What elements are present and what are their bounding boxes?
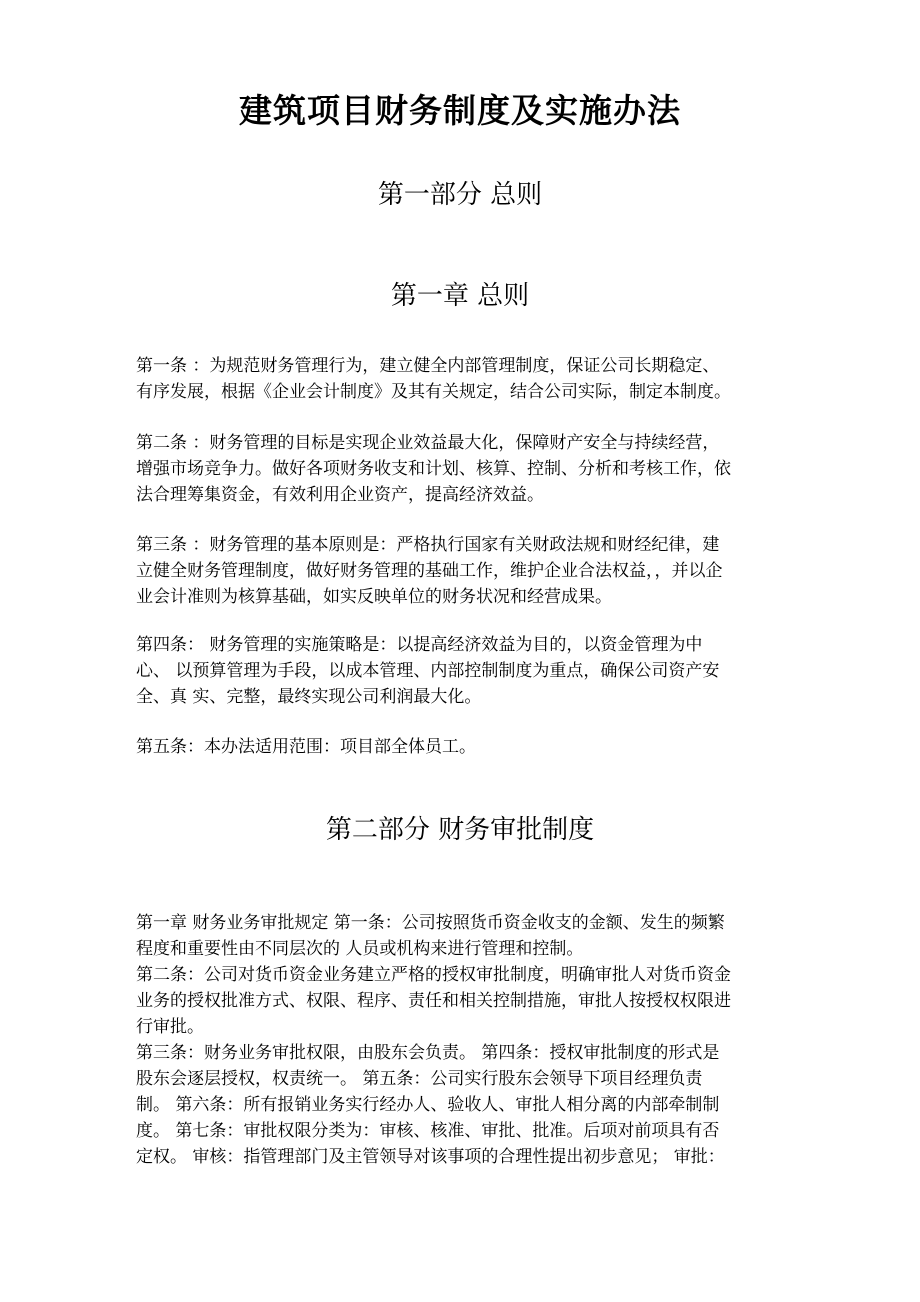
part2-line-8: 制。 第六条：所有报销业务实行经办人、验收人、审批人相分离的内部牵制制 xyxy=(136,1095,720,1115)
article-3-line-1: 第三条 ：财务管理的基本原则是：严格执行国家有关财政法规和财经纪律，建 xyxy=(136,535,720,555)
article-3 xyxy=(136,532,786,610)
article-4-line-1: 第四条： 财务管理的实施策略是：以提高经济效益为目的，以资金管理为中 xyxy=(136,635,703,655)
part2-line-2: 程度和重要性由不同层次的 人员或机构来进行管理和控制。 xyxy=(136,939,584,959)
article-3-line-3: 业会计准则为核算基础，如实反映单位的财务状况和经营成果。 xyxy=(136,587,612,607)
part2-line-6: 第三条：财务业务审批权限，由股东会负责。 第四条：授权审批制度的形式是 xyxy=(136,1043,720,1063)
part2-title: 第二部分 财务审批制度 xyxy=(325,815,595,845)
part2-line-9: 度。 第七条：审批权限分类为：审核、核准、审批、批准。后项对前项具有否 xyxy=(136,1121,720,1141)
part1-title: 第一部分 总则 xyxy=(377,180,543,210)
article-1-line-2: 有序发展，根据《企业会计制度》及其有关规定，结合公司实际，制定本制度。 xyxy=(136,382,731,402)
part2-body xyxy=(136,910,786,1170)
article-1-line-1: 第一条 ：为规范财务管理行为，建立健全内部管理制度，保证公司长期稳定、 xyxy=(136,356,720,376)
article-5 xyxy=(136,734,786,760)
article-4-line-2: 心、 以预算管理为手段，以成本管理、内部控制制度为重点，确保公司资产安 xyxy=(136,661,720,681)
part2-line-3: 第二条：公司对货币资金业务建立严格的授权审批制度，明确审批人对货币资金 xyxy=(136,965,731,985)
part2-line-7: 股东会逐层授权，权责统一。 第五条：公司实行股东会领导下项目经理负责 xyxy=(136,1069,703,1089)
article-5-line-1: 第五条：本办法适用范围：项目部全体员工。 xyxy=(136,737,476,757)
article-4-line-3: 全、真 实、完整，最终实现公司利润最大化。 xyxy=(136,687,482,707)
part2-line-10: 定权。 审核：指管理部门及主管领导对该事项的合理性提出初步意见； 审批： xyxy=(136,1147,725,1167)
article-2-line-2: 增强市场竞争力。做好各项财务收支和计划、核算、控制、分析和考核工作，依 xyxy=(136,459,731,479)
article-2-line-3: 法合理筹集资金，有效利用企业资产，提高经济效益。 xyxy=(136,485,544,505)
document-title: 建筑项目财务制度及实施办法 xyxy=(239,91,681,130)
part2-line-1: 第一章 财务业务审批规定 第一条：公司按照货币资金收支的金额、发生的频繁 xyxy=(136,913,725,933)
article-4 xyxy=(136,632,786,710)
article-3-line-2: 立健全财务管理制度，做好财务管理的基础工作，维护企业合法权益，，并以企 xyxy=(136,561,723,581)
article-2 xyxy=(136,430,786,508)
article-1 xyxy=(136,353,786,405)
part2-line-5: 行审批。 xyxy=(136,1017,204,1037)
article-2-line-1: 第二条 ：财务管理的目标是实现企业效益最大化，保障财产安全与持续经营， xyxy=(136,433,720,453)
part2-line-4: 业务的授权批准方式、权限、程序、责任和相关控制措施，审批人按授权权限进 xyxy=(136,991,731,1011)
chapter1-title: 第一章 总则 xyxy=(390,281,530,311)
